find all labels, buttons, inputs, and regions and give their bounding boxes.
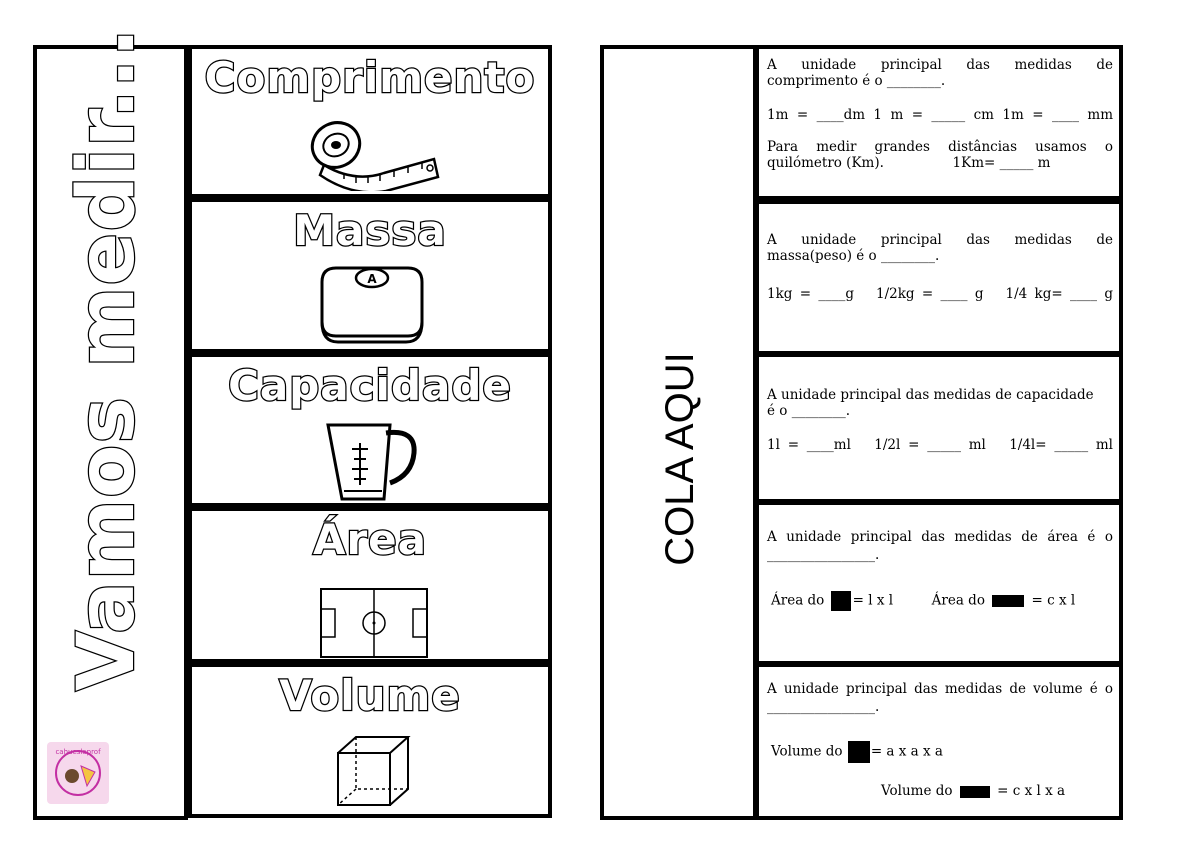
text-line: ________________. [767,699,880,715]
category-capacidade [188,353,552,507]
formula-suffix: = l x l [852,592,894,609]
category-label: Capacidade [228,361,512,410]
category-massa [188,198,552,353]
cube-icon [334,733,414,809]
text-line: A unidade principal das medidas de área é o [767,529,1113,545]
scale-icon [312,260,432,345]
formula-prefix: Área do [931,592,985,609]
rectangular-prism-shape-icon [960,786,990,798]
category-comprimento [188,45,552,198]
glue-strip [600,45,757,820]
category-label: Massa [293,206,447,255]
text-line: 1l = ____ml 1/2l = _____ ml 1/4l= _____ ml [767,437,1113,453]
square-shape-icon [831,591,851,611]
svg-text:A: A [367,272,377,286]
logo [47,742,109,804]
volume-formula-cube [771,741,1113,763]
formula-suffix: = a x a x a [870,743,943,760]
rectangle-shape-icon [992,595,1024,607]
cube-shape-icon [848,741,870,763]
text-line: 1m = ____dm 1 m = _____ cm 1m = ____ mm [767,107,1113,123]
measuring-jug-icon [320,419,420,505]
area-formulas [771,591,1113,611]
info-comprimento [755,45,1123,200]
text-line: 1kg = ____g 1/2kg = ____ g 1/4 kg= ____ g [767,286,1113,302]
vertical-title: Vamos medir... [62,26,152,692]
measuring-tape-icon [304,111,444,191]
category-label: Volume [279,671,461,720]
text-line: ________________. [767,547,880,563]
soccer-field-icon [317,585,431,661]
text-line: quilómetro (Km). 1Km= _____ m [767,155,1051,171]
text-line: massa(peso) é o ________. [767,248,940,264]
category-volume [188,663,552,818]
text-line: comprimento é o ________. [767,73,946,89]
info-area [755,501,1123,665]
text-line: A unidade principal das medidas de capacidade [767,387,1094,403]
formula-prefix: Volume do [771,743,843,760]
formula-prefix: Área do [771,592,825,609]
logo-icon [47,742,109,804]
info-capacidade [755,353,1123,503]
category-label: Área [312,515,428,564]
text-line: Para medir grandes distâncias usamos o [767,139,1113,155]
info-massa [755,200,1123,355]
formula-prefix: Volume do [881,783,953,799]
text-line: é o ________. [767,403,850,419]
logo-text: cahueslaprof [55,748,101,756]
category-area [188,507,552,663]
text-line: A unidade principal das medidas de [767,57,1113,73]
formula-suffix: = c x l x a [997,783,1066,799]
info-volume [755,663,1123,820]
formula-suffix: = c x l [1031,592,1076,609]
category-label: Comprimento [204,53,536,102]
glue-label: COLA AQUI [658,352,702,566]
title-strip [33,26,188,820]
text-line: A unidade principal das medidas de [767,232,1113,248]
text-line: A unidade principal das medidas de volume é o [767,681,1113,697]
volume-formula-box [881,783,1113,799]
